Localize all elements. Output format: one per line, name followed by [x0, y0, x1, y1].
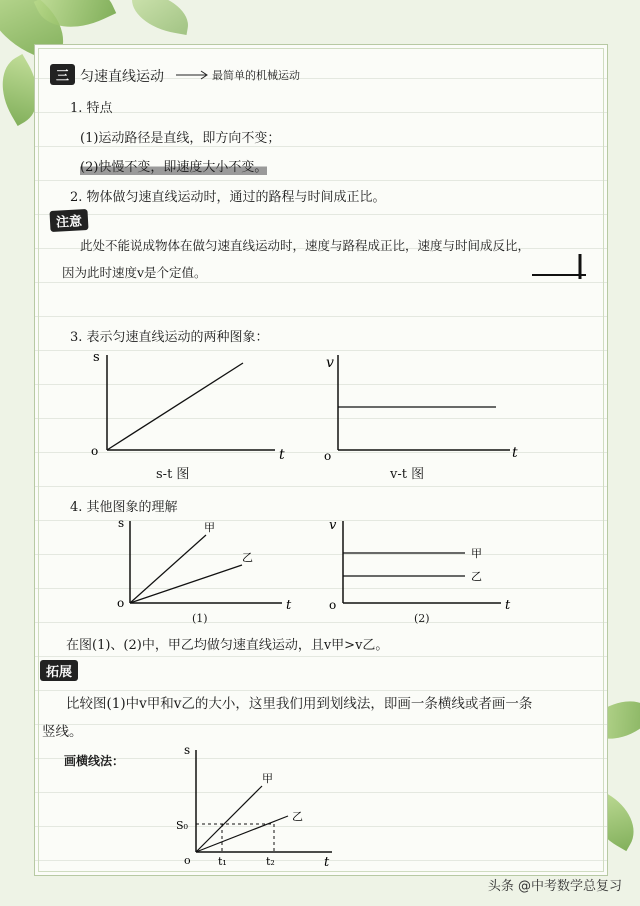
vt-v-label: v — [326, 355, 334, 371]
st-line — [107, 363, 243, 450]
other-heading: 4. 其他图象的理解 — [70, 500, 178, 515]
axis-label: t — [286, 598, 292, 613]
axis-label: t₂ — [266, 855, 275, 868]
axis-label: s — [184, 743, 191, 757]
graph-1 — [114, 513, 304, 613]
horizontal-line-graph — [170, 740, 350, 870]
axis-label: o — [329, 598, 337, 612]
note-line-2: 因为此时速度v是个定值。 — [62, 265, 207, 280]
st-t-label: t — [279, 447, 285, 463]
axis-label: o — [184, 854, 191, 867]
axis-label: t₁ — [218, 855, 227, 868]
graph-2-caption: (2) — [414, 612, 430, 625]
st-o-label: o — [91, 444, 99, 458]
point-item-2: (2)快慢不变，即速度大小不变。 — [80, 156, 267, 175]
axis-label: S₀ — [176, 819, 188, 832]
st-caption: s-t 图 — [156, 467, 190, 482]
extension-line-1: 比较图(1)中v甲和v乙的大小，这里我们用到划线法，即画一条横线或者画一条 — [66, 696, 533, 712]
axis-label: o — [117, 596, 125, 610]
point-item-1: (1)运动路径是直线，即方向不变； — [80, 131, 281, 146]
section-title: 匀速直线运动 — [80, 69, 164, 85]
label-jia: 甲 — [204, 521, 215, 534]
extension-badge: 拓展 — [40, 660, 78, 681]
vt-t-label: t — [512, 445, 518, 461]
arrow-icon — [176, 70, 210, 80]
line-yi — [196, 816, 288, 852]
label-yi: 乙 — [242, 551, 253, 564]
section-subtitle: 最简单的机械运动 — [212, 69, 300, 82]
label-jia: 甲 — [262, 772, 273, 785]
label-yi: 乙 — [292, 810, 303, 823]
other-conclusion: 在图(1)、(2)中，甲乙均做匀速直线运动，且v甲>v乙。 — [66, 638, 389, 653]
label-jia: 甲 — [471, 547, 482, 560]
st-graph — [85, 345, 295, 465]
vt-o-label: o — [324, 449, 332, 463]
note-line-1: 此处不能说成物体在做匀速直线运动时，速度与路程成正比，速度与时间成反比， — [80, 238, 531, 253]
section-number-badge: 三 — [50, 64, 75, 85]
note-badge: 注意 — [49, 209, 88, 232]
point-item-3: 2. 物体做匀速直线运动时，通过的路程与时间成正比。 — [70, 190, 386, 205]
points-heading: 1. 特点 — [70, 101, 113, 116]
axis-label: t — [324, 855, 330, 870]
vt-graph — [320, 345, 530, 465]
watermark: 头条 @中考数学总复习 — [487, 879, 622, 894]
axis-label: t — [505, 598, 511, 613]
graphs-heading: 3. 表示匀速直线运动的两种图象： — [70, 330, 269, 345]
vt-caption: v-t 图 — [390, 467, 425, 482]
line-jia — [196, 786, 262, 852]
horizontal-line-method: 画横线法： — [64, 754, 125, 768]
label-yi: 乙 — [471, 570, 482, 583]
note-end-mark — [532, 250, 588, 280]
st-s-label: s — [93, 350, 100, 365]
leaf-decoration — [127, 0, 192, 35]
line-jia — [130, 535, 206, 603]
extension-line-2: 竖线。 — [42, 724, 83, 740]
line-yi — [130, 565, 242, 603]
graph-1-caption: (1) — [192, 612, 208, 625]
graph-2 — [325, 513, 525, 613]
axis-label: v — [329, 518, 337, 533]
axis-label: s — [118, 516, 125, 530]
